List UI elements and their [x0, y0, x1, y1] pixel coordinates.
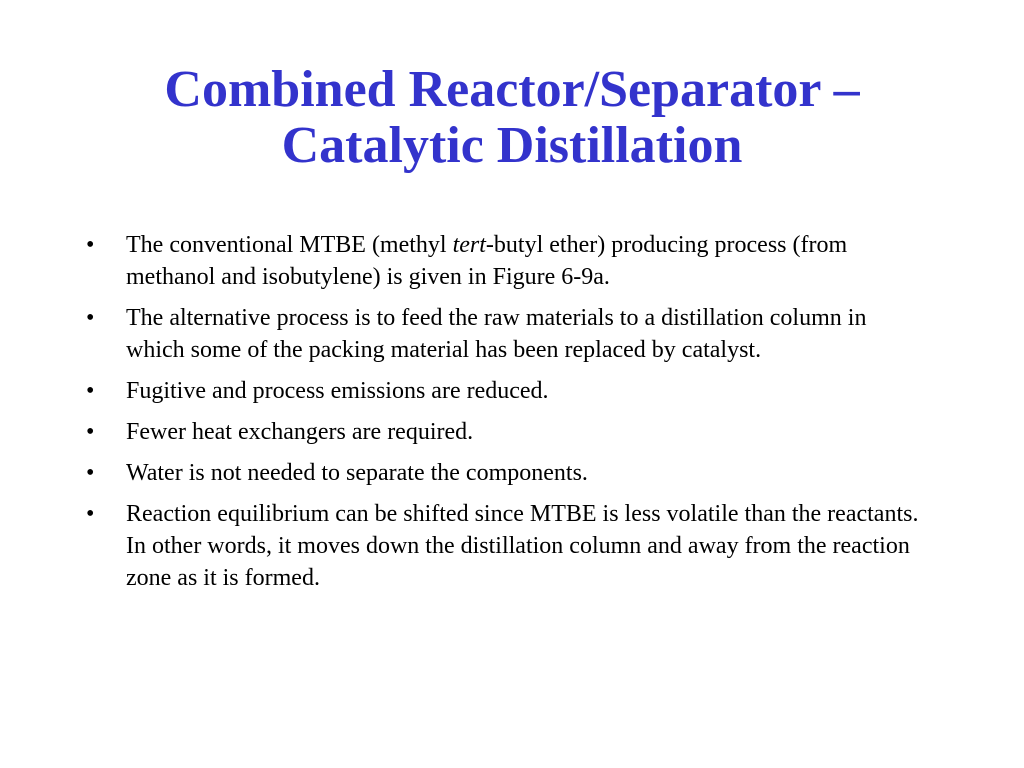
bullet-list: [86, 229, 926, 603]
bullet-item: [86, 457, 926, 489]
bullet-text-italic: tert: [452, 232, 486, 258]
bullet-icon: •: [86, 378, 95, 404]
bullet-text: Reaction equilibrium can be shifted since MTBE is less volatile than the reactants. In other words, it moves down the distillation column and away from the reaction zone as it is formed.: [126, 501, 919, 591]
slide-title: [40, 62, 984, 174]
bullet-icon: •: [86, 232, 95, 258]
bullet-icon: •: [86, 419, 95, 445]
slide-title-line-1: Combined Reactor/Separator –: [164, 61, 860, 118]
bullet-item: [86, 229, 926, 293]
bullet-item: [86, 302, 926, 366]
bullet-text: Water is not needed to separate the components.: [126, 460, 588, 486]
bullet-icon: •: [86, 501, 95, 527]
bullet-item: [86, 498, 926, 594]
bullet-text-part: -butyl ether) producing process (from methanol and isobutylene) is given in Figure 6-9a.: [126, 232, 848, 290]
bullet-icon: •: [86, 460, 95, 486]
bullet-icon: •: [86, 305, 95, 331]
bullet-text: Fewer heat exchangers are required.: [126, 419, 474, 445]
bullet-text: The alternative process is to feed the raw materials to a distillation column in which some of the packing material has been replaced by catalyst.: [126, 305, 867, 363]
slide-title-line-2: Catalytic Distillation: [281, 117, 743, 174]
bullet-item: [86, 416, 926, 448]
bullet-text-part: The conventional MTBE (methyl: [126, 232, 453, 258]
bullet-item: [86, 375, 926, 407]
bullet-text: Fugitive and process emissions are reduced.: [126, 378, 549, 404]
